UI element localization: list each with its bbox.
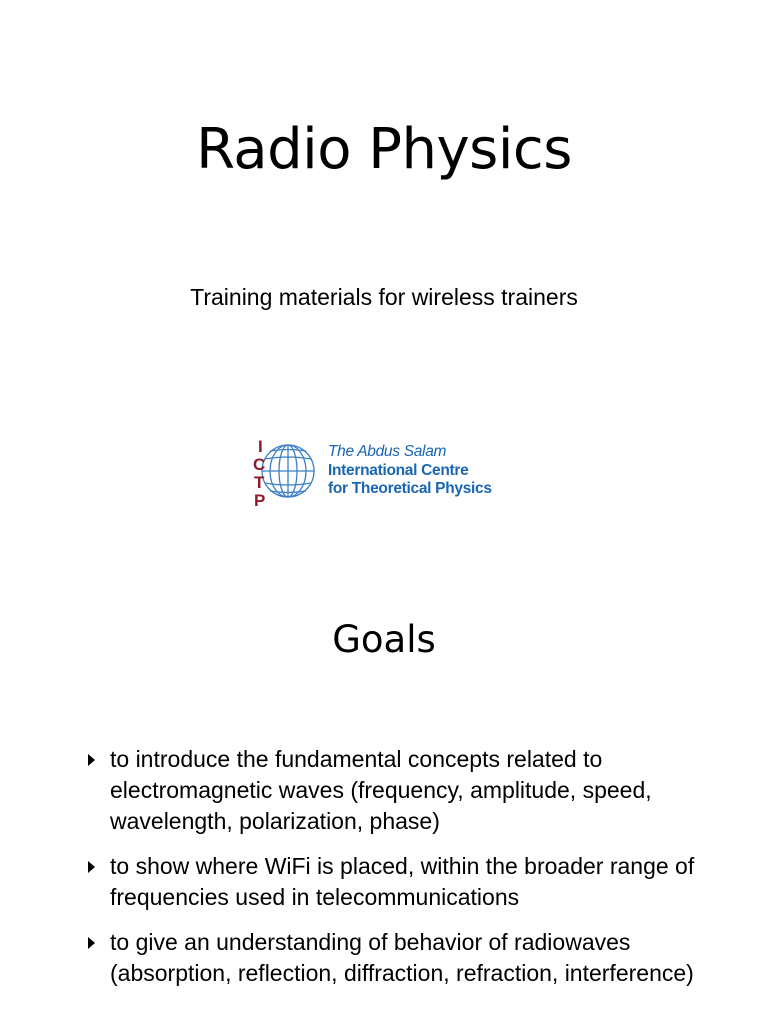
logo-letter-c: C [253,455,266,474]
goal-text: to show where WiFi is placed, within the broader range of frequencies used in telecommunications [110,853,695,910]
bullet-triangle-icon [88,754,95,766]
logo-line-2: International Centre [328,461,469,479]
goal-item [86,744,696,837]
logo-line-3: for Theoretical Physics [328,480,492,497]
goal-text: to introduce the fundamental concepts related to electromagnetic waves (frequency, amplitude, speed, wavelength, polarization, phase) [110,746,652,834]
logo-letter-i: I [258,437,263,456]
goal-text: to give an understanding of behavior of radiowaves (absorption, reflection, diffraction, refraction, interference) [110,929,694,986]
goal-item [86,927,696,989]
logo-letter-p: P [254,491,266,509]
goals-list [86,744,696,1003]
goals-heading: Goals [332,618,436,661]
ictp-logo [247,433,517,509]
bullet-triangle-icon [88,937,95,949]
logo-letter-t: T [254,473,265,492]
globe-icon [247,433,327,509]
slide-title: Radio Physics [196,117,572,182]
bullet-triangle-icon [88,861,95,873]
logo-text [328,443,492,499]
slide-subtitle: Training materials for wireless trainers [190,284,578,310]
goal-item [86,851,696,913]
logo-line-1: The Abdus Salam [328,443,447,460]
